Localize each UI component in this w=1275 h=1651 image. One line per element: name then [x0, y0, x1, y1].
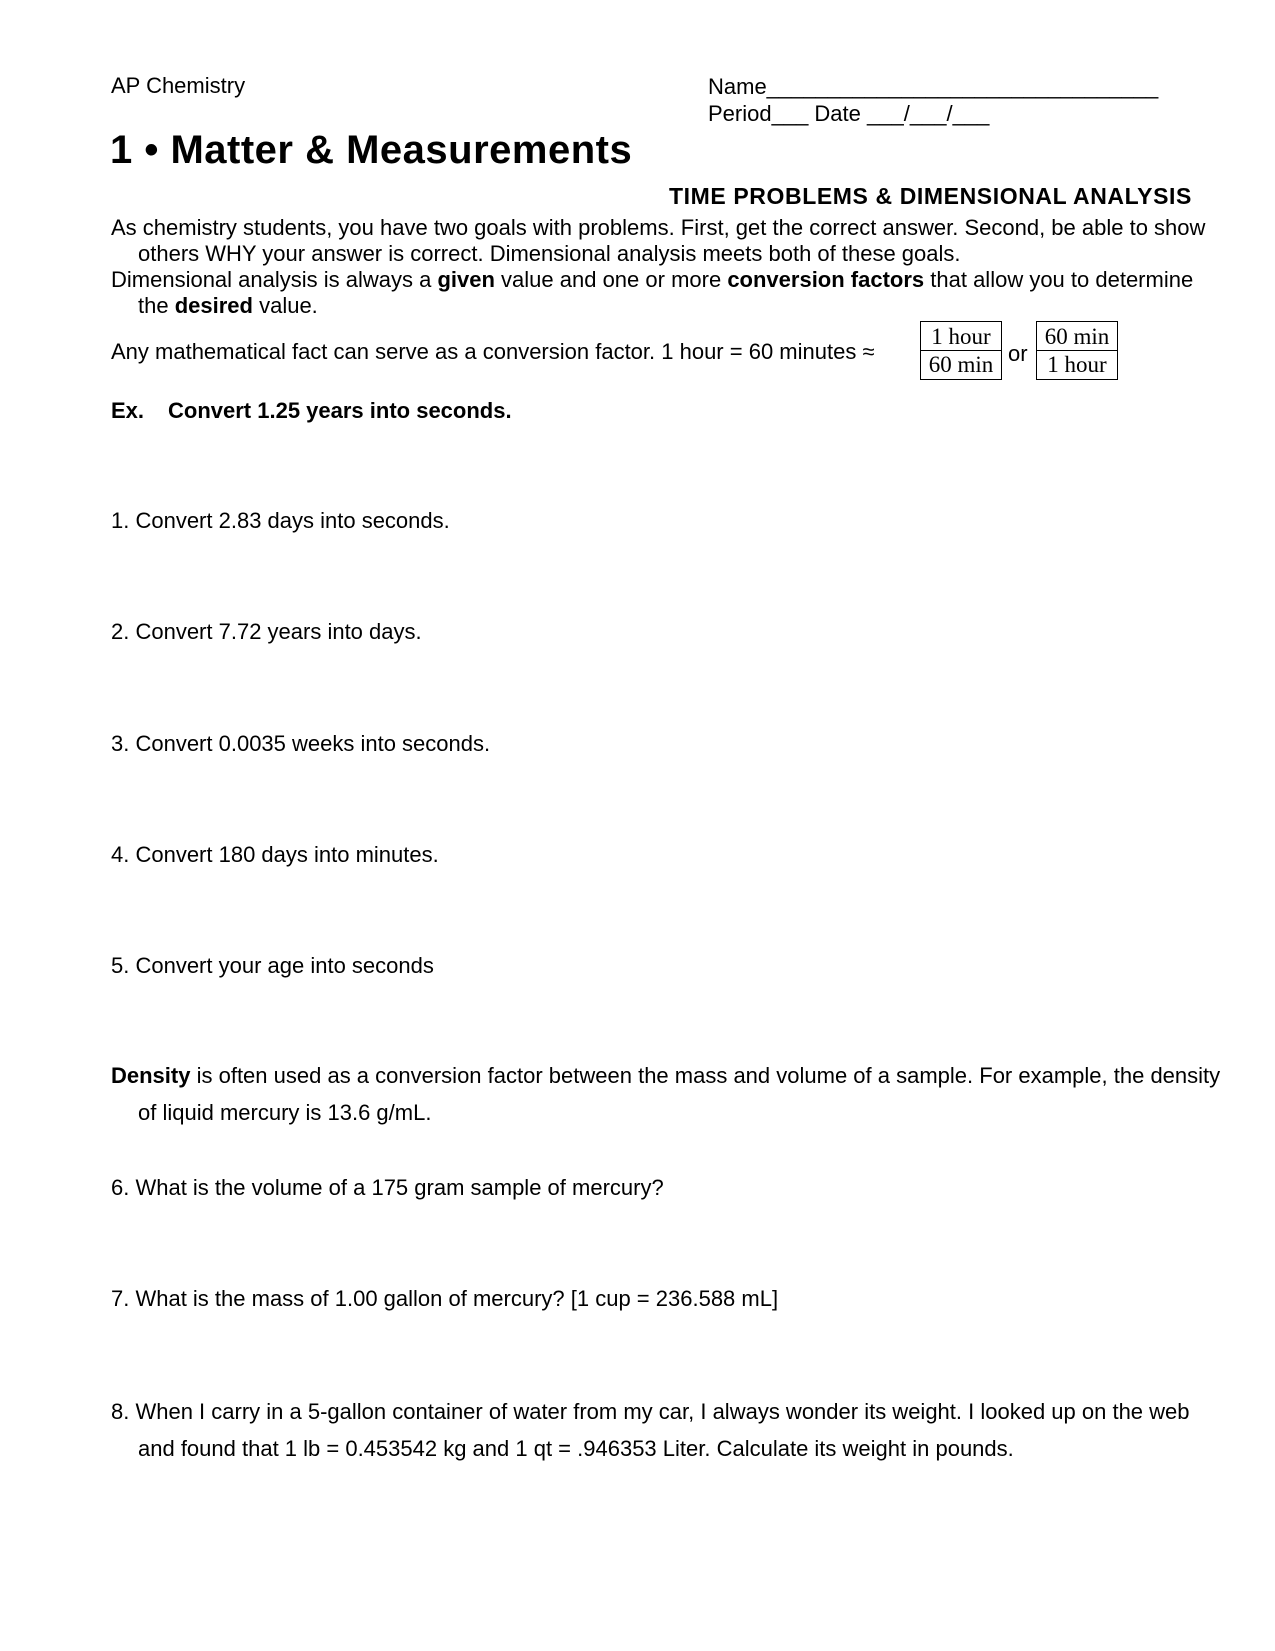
question-3: 3. Convert 0.0035 weeks into seconds.	[111, 731, 491, 756]
fraction-numerator: 60 min	[1044, 324, 1110, 349]
example-label: Ex.	[111, 398, 145, 423]
page-title: 1 • Matter & Measurements	[110, 128, 633, 172]
student-info-header	[708, 73, 1158, 127]
conversion-factors-term: conversion factors	[727, 267, 925, 292]
desired-term: desired	[174, 293, 253, 318]
conversion-factor-text: Any mathematical fact can serve as a conversion factor. 1 hour = 60 minutes ≈	[111, 339, 875, 364]
question-6: 6. What is the volume of a 175 gram sample of mercury?	[111, 1175, 664, 1200]
intro-paragraph-1: As chemistry students, you have two goals with problems. First, get the correct answer. Second, be able to show others WHY your answer is correct. Dimensional analysis meets both of these goals.	[111, 215, 1206, 266]
question-4: 4. Convert 180 days into minutes.	[111, 842, 439, 867]
fraction-numerator: 1 hour	[931, 324, 991, 349]
question-5: 5. Convert your age into seconds	[111, 953, 434, 978]
example-text: Convert 1.25 years into seconds.	[168, 398, 512, 423]
density-paragraph: Density is often used as a conversion factor between the mass and volume of a sample. For example, the density of liquid mercury is 13.6 g/mL.	[111, 1063, 1221, 1125]
intro-paragraph-2: Dimensional analysis is always a given value and one or more conversion factors that allow you to determine the desired value.	[111, 267, 1194, 318]
period-date-line: Period___ Date ___/___/___	[708, 101, 990, 126]
name-line: Name________________________________	[708, 74, 1159, 99]
fraction-denominator: 1 hour	[1037, 350, 1117, 379]
conversion-fraction-hour-per-min	[920, 321, 1002, 380]
or-label: or	[1008, 341, 1028, 366]
question-8: 8. When I carry in a 5-gallon container of water from my car, I always wonder its weight. I looked up on the web and found that 1 lb = 0.453542 kg and 1 qt = .946353 Liter. Calculate its weight in pounds.	[111, 1399, 1190, 1461]
question-7: 7. What is the mass of 1.00 gallon of mercury? [1 cup = 236.588 mL]	[111, 1286, 779, 1311]
example-problem	[111, 398, 512, 424]
fraction-denominator: 60 min	[921, 350, 1001, 379]
course-name: AP Chemistry	[111, 73, 246, 98]
conversion-fraction-min-per-hour	[1036, 321, 1118, 380]
density-term: Density	[111, 1063, 191, 1088]
section-subtitle: TIME PROBLEMS & DIMENSIONAL ANALYSIS	[669, 183, 1192, 209]
given-term: given	[437, 267, 495, 292]
question-2: 2. Convert 7.72 years into days.	[111, 619, 422, 644]
question-1: 1. Convert 2.83 days into seconds.	[111, 508, 450, 533]
